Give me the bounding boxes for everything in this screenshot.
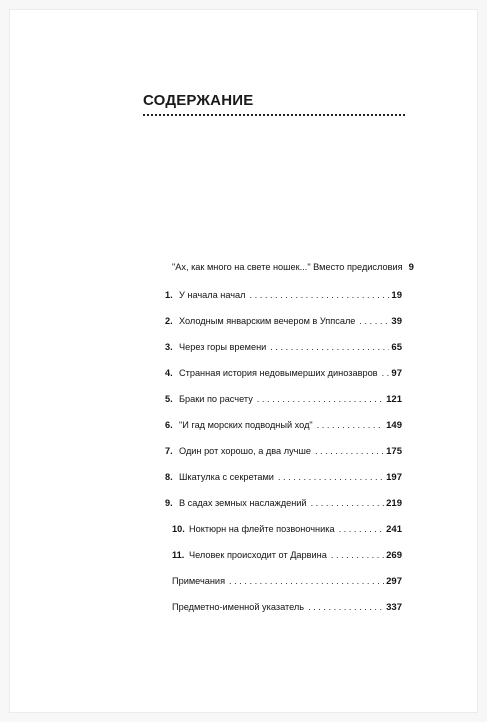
- entry-number: 11.: [172, 550, 185, 560]
- entry-title: Один рот хорошо, а два лучше: [179, 446, 311, 456]
- entry-number: 4.: [165, 368, 173, 378]
- entry-number: 10.: [172, 524, 185, 534]
- entry-title: У начала начал: [179, 290, 246, 300]
- dot-leader: [257, 392, 384, 406]
- entry-title: Человек происходит от Дарвина: [189, 550, 327, 560]
- entry-number: 6.: [165, 420, 173, 430]
- dot-leader: [331, 548, 384, 562]
- toc-entry-11: [172, 548, 402, 562]
- entry-page-number: 175: [386, 446, 402, 457]
- toc-entry-8: [165, 470, 402, 484]
- entry-page-number: 39: [391, 316, 402, 327]
- entry-number: 2.: [165, 316, 173, 326]
- entry-number: 7.: [165, 446, 173, 456]
- entry-title: Браки по расчету: [179, 394, 253, 404]
- entry-page-number: 297: [386, 576, 402, 587]
- dot-leader: [317, 418, 384, 432]
- dot-leader: [382, 366, 390, 380]
- toc-entry-6: [165, 418, 402, 432]
- dot-leader: [278, 470, 384, 484]
- toc-entry-9: [165, 496, 402, 510]
- entry-page-number: 219: [386, 498, 402, 509]
- entry-page-number: 149: [386, 420, 402, 431]
- entry-page-number: 121: [386, 394, 402, 405]
- entry-page-number: 65: [391, 342, 402, 353]
- toc-entry-4: [165, 366, 402, 380]
- entry-page-number: 241: [386, 524, 402, 535]
- toc-entry-1: [165, 288, 402, 302]
- toc-entry-7: [165, 444, 402, 458]
- entry-page-number: 19: [391, 290, 402, 301]
- entry-title: Через горы времени: [179, 342, 267, 352]
- entry-page-number: 269: [386, 550, 402, 561]
- toc-entry-2: [165, 314, 402, 328]
- entry-number: 1.: [165, 290, 173, 300]
- dot-leader: [315, 444, 384, 458]
- dot-leader: [229, 574, 384, 588]
- entry-title: Предметно-именной указатель: [172, 602, 305, 612]
- entry-title: В садах земных наслаждений: [179, 498, 307, 508]
- entry-number: 8.: [165, 472, 173, 482]
- toc-entry-notes: [172, 574, 402, 588]
- entry-title: Странная история недовымерших динозавров: [179, 368, 378, 378]
- dot-leader: [270, 340, 389, 354]
- dot-leader: [311, 496, 385, 510]
- entry-page-number: 97: [391, 368, 402, 379]
- entry-title: Ноктюрн на флейте позвоночника: [189, 524, 335, 534]
- entry-number: 3.: [165, 342, 173, 352]
- dot-leader: [339, 522, 385, 536]
- entry-page-number: 197: [386, 472, 402, 483]
- toc-entry-3: [165, 340, 402, 354]
- entry-number: 9.: [165, 498, 173, 508]
- toc-entry-preface: [172, 260, 414, 274]
- entry-title: Примечания: [172, 576, 226, 586]
- entry-title: "И гад морских подводный ход": [179, 420, 313, 430]
- entry-title: "Ах, как много на свете ношек..." Вместо предисловия: [172, 262, 403, 272]
- toc-entry-10: [172, 522, 402, 536]
- entry-page-number: 337: [386, 602, 402, 613]
- entry-title: Шкатулка с секретами: [179, 472, 274, 482]
- entry-number: 5.: [165, 394, 173, 404]
- toc-entry-index: [172, 600, 402, 614]
- dot-leader: [308, 600, 384, 614]
- entry-page-number: 9: [408, 262, 414, 273]
- dot-leader: [359, 314, 389, 328]
- entry-title: Холодным январским вечером в Уппсале: [179, 316, 356, 326]
- toc-entry-5: [165, 392, 402, 406]
- toc-heading: СОДЕРЖАНИЕ: [143, 92, 254, 109]
- dot-leader: [250, 288, 390, 302]
